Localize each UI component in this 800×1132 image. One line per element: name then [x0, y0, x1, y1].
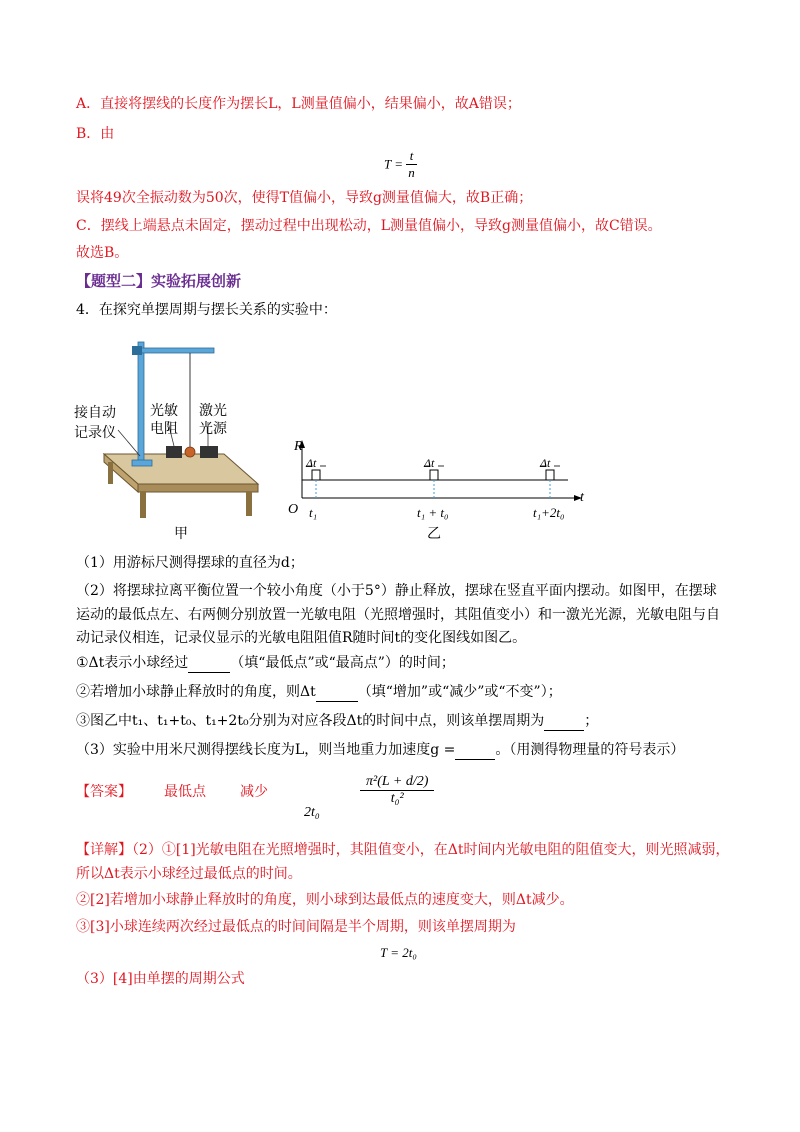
tick-label-2: t₁ + t₀: [417, 505, 449, 520]
tick-label-1: t₁: [309, 505, 318, 520]
answer-option-a: A．直接将摆线的长度作为摆长L，L测量值偏小，结果偏小，故A错误；: [76, 96, 521, 112]
pulse-3: [546, 470, 554, 500]
stand-rod: [138, 342, 144, 464]
sub-question-2: [76, 682, 562, 702]
label-laser-2: 光源: [199, 421, 227, 437]
label-laser-1: 激光: [199, 403, 227, 419]
caption-figure-b: 乙: [427, 526, 441, 542]
sub-question-1-text: ①Δt表示小球经过: [76, 655, 189, 671]
table-leg: [108, 462, 113, 484]
answer-option-c: C．摆线上端悬点未固定，摆动过程中出现松动，L测量值偏小，导致g测量值偏小，故C错误。: [76, 218, 662, 234]
equation-fraction: [406, 148, 417, 181]
equation-denominator: n: [408, 165, 415, 180]
label-photoresistor-1: 光敏: [150, 403, 178, 419]
detail-line-3: ②[2]若增加小球静止释放时的角度，则小球到达最低点的速度变大，则Δt减少。: [76, 892, 574, 908]
question-part-3-text: （3）实验中用米尺测得摆线长度为L，则当地重力加速度g =: [76, 742, 456, 758]
detail-line-1: 【详解】（2）①[1]光敏电阻在光照增强时，其阻值变小，在Δt时间内光敏电阻的阻值变大，则光照减弱，: [76, 842, 730, 858]
question-part-1: （1）用游标尺测得摆球的直径为d；: [76, 555, 304, 571]
sub-question-1-tail: （填“最低点”或“最高点”）的时间；: [230, 655, 455, 671]
answer-4-denominator: t₀²: [390, 791, 404, 806]
detail-period-equation: T = 2t₀: [380, 945, 417, 960]
label-photoresistor-2: 电阻: [150, 421, 178, 437]
answer-blank-4[interactable]: [455, 743, 495, 760]
period-equation: [384, 148, 417, 181]
graph-y-label: R: [294, 439, 303, 454]
pulse-label-1: Δt: [306, 456, 317, 470]
answer-2: 减少: [240, 784, 268, 800]
answer-selection: 故选B。: [76, 245, 129, 261]
question-part-3: [76, 740, 684, 760]
detail-line-2: 所以Δt表示小球经过最低点的时间。: [76, 866, 302, 882]
pendulum-ball: [185, 447, 195, 457]
table-leg: [246, 492, 252, 516]
label-recorder-1: 接自动: [74, 405, 116, 421]
table-leg: [140, 492, 146, 518]
answer-blank-2[interactable]: [316, 685, 358, 702]
graph-origin-label: O: [288, 502, 299, 517]
answer-option-b-detail: 误将49次全振动数为50次，使得T值偏小，导致g测量值偏大，故B正确；: [76, 190, 533, 206]
sub-question-3-text: ③图乙中t₁、t₁+t₀、t₁+2t₀分别为对应各段Δt的时间中点，则该单摆周期为: [76, 713, 545, 729]
stand-crossbar: [138, 348, 214, 353]
detail-line-4: ③[3]小球连续两次经过最低点的时间间隔是半个周期，则该单摆周期为: [76, 919, 516, 935]
stand-base: [132, 460, 152, 466]
pulse-1: [312, 470, 320, 500]
section-heading: 【题型二】实验拓展创新: [76, 272, 242, 290]
sub-question-3: [76, 711, 598, 731]
question-intro: 4．在探究单摆周期与摆长关系的实验中：: [76, 302, 337, 318]
pulse-2: [430, 470, 438, 500]
answer-1: 最低点: [164, 784, 206, 800]
answer-4-formula: [360, 774, 434, 807]
photoresistor: [166, 446, 182, 458]
equation-lhs: T =: [384, 156, 404, 172]
equation-numerator: t: [406, 148, 417, 165]
laser-source: [200, 446, 218, 458]
pointer-line: [118, 430, 140, 456]
label-recorder-2: 记录仪: [74, 425, 116, 441]
question-part-2-line-3: 动记录仪相连，记录仪显示的光敏电阻阻值R随时间t的变化图线如图乙。: [76, 630, 527, 646]
board-front: [138, 484, 258, 492]
sub-question-2-text: ②若增加小球静止释放时的角度，则Δt: [76, 684, 316, 700]
stand-clamp: [132, 346, 142, 355]
tick-label-3: t₁+2t₀: [533, 505, 565, 520]
question-part-3-tail: 。（用测得物理量的符号表示）: [495, 742, 685, 758]
pulse-label-3: Δt: [540, 456, 551, 470]
detail-line-5: （3）[4]由单摆的周期公式: [76, 971, 245, 987]
question-part-2-line-1: （2）将摆球拉离平衡位置一个较小角度（小于5°）静止释放，摆球在竖直平面内摆动。如图甲，在摆球: [76, 583, 717, 599]
answer-label: 【答案】: [76, 784, 132, 800]
answer-4-numerator: π²(L + d/2): [360, 774, 434, 791]
graph-x-label: t: [580, 490, 584, 505]
answer-3: 2t₀: [304, 805, 320, 820]
answer-blank-1[interactable]: [188, 656, 230, 673]
question-part-2-line-2: 运动的最低点左、右两侧分别放置一光敏电阻（光照增强时，其阻值变小）和一激光光源，光敏电阻与自: [76, 607, 720, 623]
answer-blank-3[interactable]: [544, 714, 584, 731]
sub-question-3-tail: ；: [584, 713, 599, 729]
sub-question-2-tail: （填“增加”或“减少”或“不变”）；: [357, 684, 562, 700]
pulse-label-2: Δt: [424, 456, 435, 470]
caption-figure-a: 甲: [174, 526, 188, 542]
answer-option-b-intro: B．由: [76, 126, 115, 142]
sub-question-1: [76, 653, 455, 673]
